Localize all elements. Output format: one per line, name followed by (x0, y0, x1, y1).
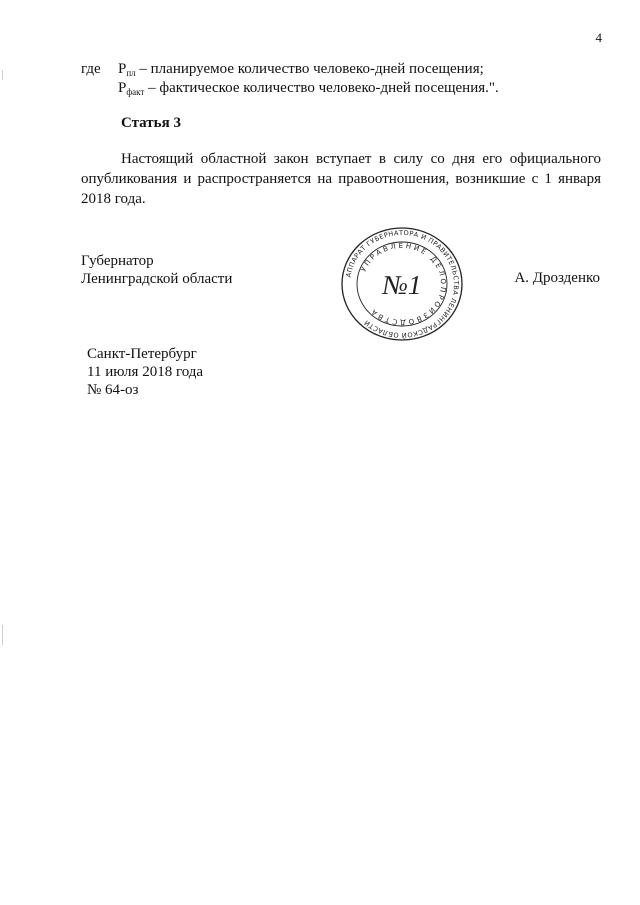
stamp-number: №1 (382, 270, 422, 300)
page-number: 4 (595, 30, 602, 45)
margin-scan-mark (2, 625, 3, 645)
formula-description: – планируемое количество человеко-дней посещения; (135, 61, 484, 77)
signing-city: Санкт-Петербург (87, 346, 197, 362)
signing-date: 11 июля 2018 года (87, 364, 204, 380)
stamp-outer-text: АППАРАТ ГУБЕРНАТОРА И ПРАВИТЕЛЬСТВА ЛЕНИНГРАДСКОЙ ОБЛАСТИ (344, 228, 461, 340)
signer-title-line2: Ленинградской области (81, 271, 233, 287)
law-number: № 64-оз (87, 382, 139, 398)
article-heading: Статья 3 (121, 115, 181, 131)
article-paragraph (81, 149, 601, 209)
article-paragraph-line: опубликования и распространяется на правоотношения, возникшие с 1 января (81, 171, 601, 187)
formula-subscript: факт (126, 87, 145, 97)
formula-subscript: пл (126, 68, 136, 78)
margin-scan-mark (2, 70, 3, 80)
article-paragraph-line: Настоящий областной закон вступает в силу со дня его официального (121, 151, 601, 167)
article-paragraph-line: 2018 года. (81, 191, 146, 207)
formula-where-label: где (81, 61, 101, 77)
formula-description: – фактическое количество человеко-дней посещения.". (144, 80, 499, 96)
stamp-inner-text: УПРАВЛЕНИЕ ДЕЛОПРОИЗВОДСТВА (359, 241, 448, 327)
signer-name: А. Дрозденко (514, 270, 600, 286)
official-stamp (340, 226, 464, 342)
formula-definition-actual (118, 79, 499, 101)
formula-symbol: P (118, 61, 127, 77)
signer-title-line1: Губернатор (81, 253, 154, 269)
formula-symbol: P (118, 80, 127, 96)
